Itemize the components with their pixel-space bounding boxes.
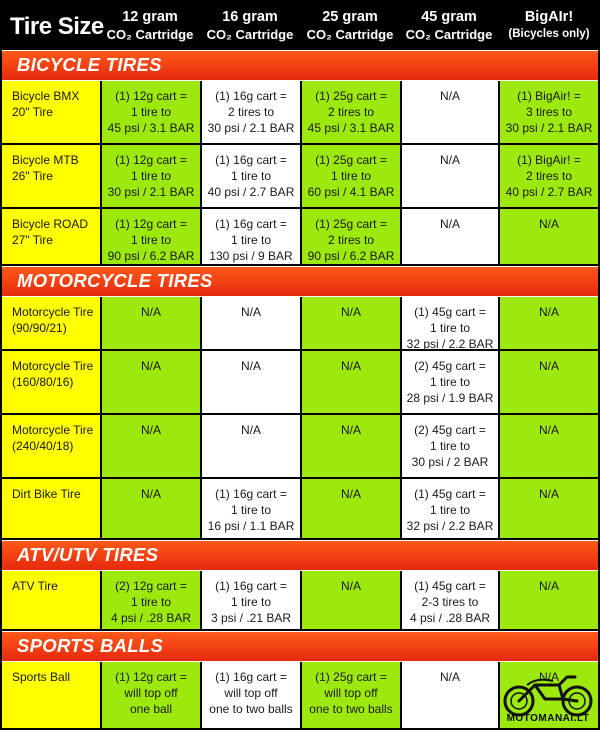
cell-text-line: (1) 25g cart =: [315, 217, 387, 231]
cell-text-line: 1 tire to: [130, 595, 172, 609]
cell-text-line: will top off: [324, 686, 378, 700]
cell-text-line: N/A: [538, 423, 559, 437]
table-row-bicycle-bmx: [0, 81, 600, 143]
cell-text-line: 2 tires to: [525, 169, 573, 183]
cell-45g: [402, 297, 498, 349]
header-16g-type: CO₂ Cartridge: [206, 27, 294, 42]
header-25g: [300, 0, 400, 48]
cell-45g: [402, 351, 498, 413]
cell-text-line: 16 psi / 1.1 BAR: [207, 519, 295, 533]
cell-text-line: (1) 16g cart =: [215, 487, 287, 501]
section-title: SPORTS BALLS: [17, 635, 164, 656]
cell-text-line: 30 psi / 2 BAR: [411, 455, 489, 469]
cell-25g: [302, 351, 400, 413]
cell-text-line: N/A: [340, 579, 361, 593]
cell-bigair: [500, 145, 598, 207]
cell-text-line: N/A: [439, 153, 460, 167]
table-row-atv: [0, 571, 600, 629]
cell-16g: [202, 479, 300, 538]
row-label-line: ATV Tire: [12, 579, 58, 593]
cell-16g: [202, 351, 300, 413]
cell-bigair: [500, 351, 598, 413]
cell-text-line: N/A: [340, 359, 361, 373]
cell-16g: [202, 662, 300, 728]
cell-text-line: 1 tire to: [230, 169, 272, 183]
cell-bigair: [500, 415, 598, 477]
cell-25g: [302, 662, 400, 728]
row-label: [2, 351, 100, 413]
cell-text-line: one to two balls: [309, 702, 393, 716]
cell-text-line: (1) 25g cart =: [315, 670, 387, 684]
cell-12g: [102, 351, 200, 413]
cell-text-line: 130 psi / 9 BAR: [209, 249, 293, 263]
row-label: [2, 297, 100, 349]
row-label-line: Motorcycle Tire: [12, 359, 94, 373]
cell-12g: [102, 297, 200, 349]
cell-text-line: 45 psi / 3.1 BAR: [107, 121, 195, 135]
cell-25g: [302, 297, 400, 349]
header-row: [0, 0, 600, 48]
table-row-motorcycle-160-80-16: [0, 351, 600, 413]
row-label: [2, 479, 100, 538]
cell-text-line: 1 tire to: [230, 595, 272, 609]
cell-12g: [102, 571, 200, 629]
cell-text-line: 2 tires to: [327, 105, 375, 119]
cell-45g: [402, 662, 498, 728]
header-12g: [100, 0, 200, 48]
cell-text-line: N/A: [538, 670, 559, 684]
cell-text-line: one ball: [129, 702, 173, 716]
cell-text-line: will top off: [124, 686, 178, 700]
cell-text-line: 30 psi / 2.1 BAR: [207, 121, 295, 135]
cell-bigair: [500, 209, 598, 264]
cell-text-line: 1 tire to: [130, 233, 172, 247]
cell-text-line: 32 psi / 2.2 BAR: [406, 519, 494, 533]
cell-25g: [302, 415, 400, 477]
cell-25g: [302, 209, 400, 264]
cell-text-line: 28 psi / 1.9 BAR: [406, 391, 494, 405]
row-label-line: Dirt Bike Tire: [12, 487, 81, 501]
row-label-line: 20" Tire: [12, 105, 53, 119]
cell-25g: [302, 571, 400, 629]
cell-25g: [302, 479, 400, 538]
section-header-motorcycle-tires: [2, 266, 598, 297]
cell-text-line: 30 psi / 2.1 BAR: [505, 121, 593, 135]
row-label-line: Bicycle MTB: [12, 153, 79, 167]
cell-text-line: 1 tire to: [230, 503, 272, 517]
cell-text-line: 1 tire to: [130, 169, 172, 183]
cell-text-line: 90 psi / 6.2 BAR: [107, 249, 195, 263]
cell-text-line: N/A: [538, 579, 559, 593]
cell-text-line: (1) 45g cart =: [414, 579, 486, 593]
header-25g-weight: 25 gram: [322, 9, 378, 25]
cell-bigair: [500, 297, 598, 349]
cell-text-line: N/A: [240, 305, 261, 319]
cell-text-line: (1) 45g cart =: [414, 487, 486, 501]
cell-text-line: 45 psi / 3.1 BAR: [307, 121, 395, 135]
cell-text-line: N/A: [439, 217, 460, 231]
cell-text-line: N/A: [140, 487, 161, 501]
cell-text-line: (1) 45g cart =: [414, 305, 486, 319]
cell-text-line: will top off: [224, 686, 278, 700]
cell-text-line: 90 psi / 6.2 BAR: [307, 249, 395, 263]
table-row-bicycle-mtb: [0, 145, 600, 207]
header-45g-type: CO₂ Cartridge: [405, 27, 493, 42]
cell-text-line: (1) 16g cart =: [215, 670, 287, 684]
cell-text-line: (1) 12g cart =: [115, 153, 187, 167]
cell-16g: [202, 145, 300, 207]
cell-text-line: 1 tire to: [429, 439, 471, 453]
section-header-atv-utv-tires: [2, 540, 598, 571]
cell-text-line: 2-3 tires to: [421, 595, 479, 609]
cell-text-line: N/A: [538, 305, 559, 319]
cell-text-line: N/A: [538, 359, 559, 373]
cell-text-line: N/A: [439, 670, 460, 684]
cell-bigair: [500, 479, 598, 538]
cell-45g: [402, 415, 498, 477]
cell-12g: [102, 662, 200, 728]
cell-text-line: (1) 25g cart =: [315, 153, 387, 167]
cell-25g: [302, 145, 400, 207]
section-title: MOTORCYCLE TIRES: [17, 270, 213, 291]
cell-text-line: (1) 25g cart =: [315, 89, 387, 103]
cell-text-line: 2 tires to: [327, 233, 375, 247]
header-16g: [200, 0, 300, 48]
row-label-line: (240/40/18): [12, 439, 74, 453]
row-label-line: 26" Tire: [12, 169, 53, 183]
row-label: [2, 571, 100, 629]
cell-text-line: 40 psi / 2.7 BAR: [505, 185, 593, 199]
header-25g-type: CO₂ Cartridge: [306, 27, 394, 42]
header-bigair-name: BigAIr!: [524, 9, 574, 25]
cell-text-line: N/A: [240, 359, 261, 373]
cell-bigair: [500, 81, 598, 143]
cell-text-line: (2) 45g cart =: [414, 423, 486, 437]
row-label: [2, 662, 100, 728]
table-row-motorcycle-240-40-18: [0, 415, 600, 477]
row-label: [2, 81, 100, 143]
cell-text-line: 1 tire to: [230, 233, 272, 247]
cell-text-line: (1) 12g cart =: [115, 89, 187, 103]
cell-text-line: 1 tire to: [429, 503, 471, 517]
cell-text-line: 4 psi / .28 BAR: [110, 611, 192, 625]
cell-12g: [102, 415, 200, 477]
cell-text-line: 32 psi / 2.2 BAR: [406, 337, 494, 351]
cell-text-line: N/A: [140, 423, 161, 437]
cell-text-line: 1 tire to: [429, 375, 471, 389]
cell-text-line: 3 tires to: [525, 105, 573, 119]
cell-text-line: (1) BigAir! =: [517, 89, 581, 103]
row-label-line: 27" Tire: [12, 233, 53, 247]
cell-text-line: 2 tires to: [227, 105, 275, 119]
cell-text-line: 4 psi / .28 BAR: [409, 611, 491, 625]
cell-45g: [402, 145, 498, 207]
row-label-line: (90/90/21): [12, 321, 67, 335]
section-title: BICYCLE TIRES: [17, 54, 162, 75]
table-row-motorcycle-90-90-21: [0, 297, 600, 349]
cell-text-line: (2) 12g cart =: [115, 579, 187, 593]
watermark-text: MOTOMANAI.LT: [506, 713, 590, 724]
cell-16g: [202, 415, 300, 477]
header-bigair-note: (Bicycles only): [508, 28, 590, 40]
row-label-line: Sports Ball: [12, 670, 71, 684]
cell-45g: [402, 479, 498, 538]
cell-45g: [402, 81, 498, 143]
cell-text-line: N/A: [340, 305, 361, 319]
cell-text-line: (1) 16g cart =: [215, 579, 287, 593]
cell-text-line: 3 psi / .21 BAR: [210, 611, 292, 625]
cell-text-line: N/A: [140, 359, 161, 373]
cell-text-line: 60 psi / 4.1 BAR: [307, 185, 395, 199]
cell-25g: [302, 81, 400, 143]
cell-text-line: (1) 16g cart =: [215, 217, 287, 231]
cell-text-line: one to two balls: [209, 702, 293, 716]
cell-text-line: (1) 16g cart =: [215, 153, 287, 167]
cell-text-line: N/A: [340, 423, 361, 437]
table-row-dirt-bike: [0, 479, 600, 538]
cell-16g: [202, 297, 300, 349]
cell-45g: [402, 209, 498, 264]
cell-text-line: N/A: [538, 217, 559, 231]
cell-12g: [102, 209, 200, 264]
cell-text-line: 1 tire to: [429, 321, 471, 335]
cell-text-line: 1 tire to: [130, 105, 172, 119]
cell-text-line: 1 tire to: [330, 169, 372, 183]
header-45g-weight: 45 gram: [421, 9, 477, 25]
header-16g-weight: 16 gram: [222, 9, 278, 25]
cell-16g: [202, 209, 300, 264]
row-label: [2, 145, 100, 207]
cell-text-line: N/A: [439, 89, 460, 103]
header-12g-type: CO₂ Cartridge: [106, 27, 194, 42]
cell-12g: [102, 479, 200, 538]
row-label-line: Motorcycle Tire: [12, 423, 94, 437]
row-label: [2, 209, 100, 264]
section-header-sports-balls: [2, 631, 598, 662]
row-label-line: Bicycle ROAD: [12, 217, 89, 231]
table-row-bicycle-road: [0, 209, 600, 264]
cell-text-line: (1) 16g cart =: [215, 89, 287, 103]
cell-text-line: N/A: [538, 487, 559, 501]
section-title: ATV/UTV TIRES: [17, 544, 159, 565]
cell-12g: [102, 145, 200, 207]
cell-text-line: 30 psi / 2.1 BAR: [107, 185, 195, 199]
cell-bigair: [500, 571, 598, 629]
header-12g-weight: 12 gram: [122, 9, 178, 25]
cell-16g: [202, 81, 300, 143]
row-label: [2, 415, 100, 477]
row-label-line: (160/80/16): [12, 375, 74, 389]
cell-text-line: N/A: [240, 423, 261, 437]
header-45g: [400, 0, 498, 48]
cell-text-line: (1) 12g cart =: [115, 217, 187, 231]
cell-text-line: N/A: [140, 305, 161, 319]
header-bigair: [498, 0, 600, 48]
cell-12g: [102, 81, 200, 143]
cell-text-line: (1) 12g cart =: [115, 670, 187, 684]
cell-text-line: N/A: [340, 487, 361, 501]
row-label-line: Motorcycle Tire: [12, 305, 94, 319]
section-header-bicycle-tires: [2, 50, 598, 81]
tire-size-heading: Tire Size: [10, 13, 104, 40]
cell-text-line: 40 psi / 2.7 BAR: [207, 185, 295, 199]
cell-45g: [402, 571, 498, 629]
cell-text-line: (1) BigAir! =: [517, 153, 581, 167]
cell-16g: [202, 571, 300, 629]
cell-text-line: (2) 45g cart =: [414, 359, 486, 373]
row-label-line: Bicycle BMX: [12, 89, 80, 103]
